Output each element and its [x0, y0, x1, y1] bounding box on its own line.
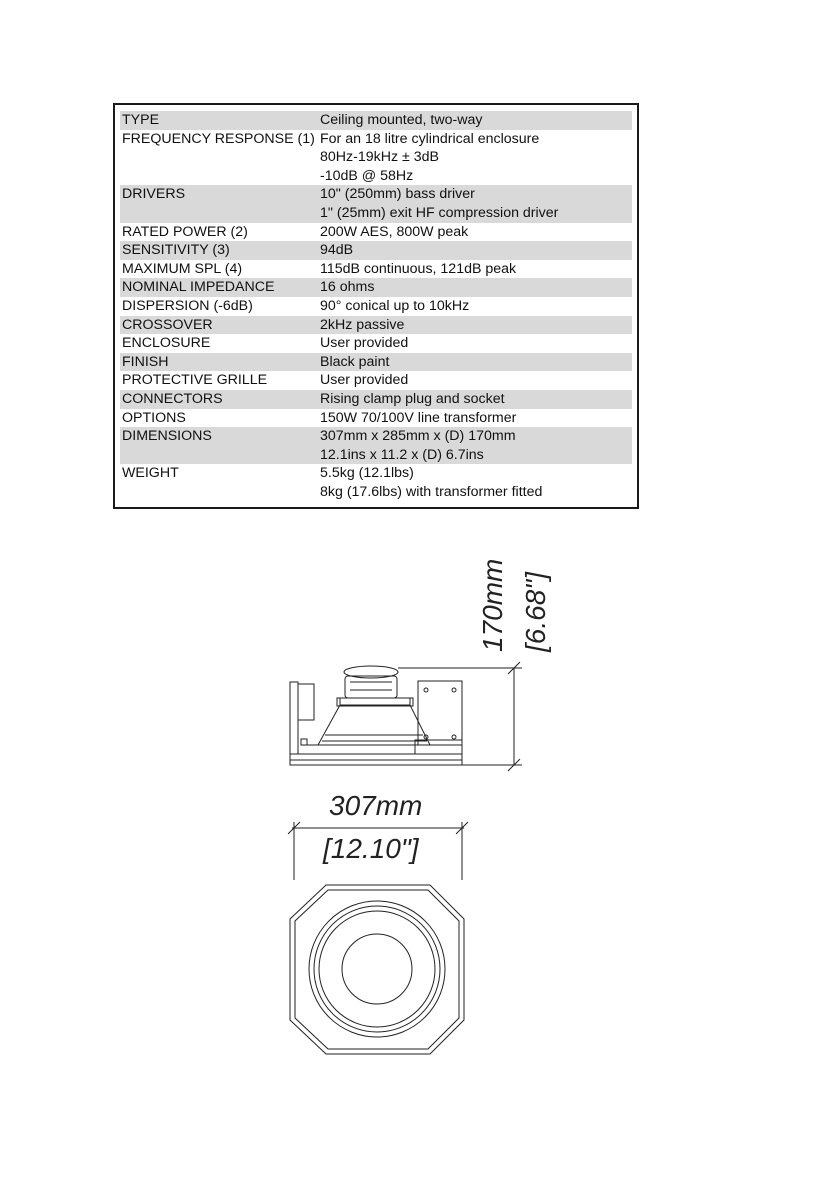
spec-value: 200W AES, 800W peak	[320, 223, 469, 240]
spec-label: MAXIMUM SPL (4)	[122, 260, 243, 277]
spec-value: 115dB continuous, 121dB peak	[320, 260, 517, 277]
spec-label: DIMENSIONS	[120, 427, 320, 446]
spec-label: WEIGHT	[122, 465, 179, 482]
clamp-bracket	[298, 684, 314, 720]
spec-label: SENSITIVITY (3)	[120, 241, 320, 260]
spec-value: For an 18 litre cylindrical enclosure	[320, 130, 540, 147]
spec-value: Black paint	[320, 353, 632, 372]
spec-value: 94dB	[320, 241, 632, 260]
spec-label: PROTECTIVE GRILLE	[122, 372, 268, 389]
spec-value: Ceiling mounted, two-way	[320, 111, 632, 130]
side-view	[290, 666, 462, 765]
hf-driver-circle	[342, 934, 412, 1004]
spec-value: 16 ohms	[320, 278, 632, 297]
spec-label: CROSSOVER	[120, 316, 320, 335]
spec-value: 80Hz-19kHz ± 3dB	[320, 149, 439, 166]
mounting-flange	[290, 682, 298, 754]
octagon-baffle	[290, 885, 464, 1054]
spec-label: NOMINAL IMPEDANCE	[120, 278, 320, 297]
spec-label: CONNECTORS	[120, 390, 320, 409]
spec-label: FINISH	[120, 353, 320, 372]
compression-driver	[345, 676, 397, 698]
spec-value: -10dB @ 58Hz	[320, 167, 414, 184]
width-in-label: [12.10"]	[323, 833, 419, 864]
spec-value: 150W 70/100V line transformer	[320, 409, 517, 426]
spec-label: TYPE	[120, 111, 320, 130]
spec-value: User provided	[320, 335, 409, 352]
spec-label: ENCLOSURE	[122, 335, 211, 352]
spec-value: User provided	[320, 372, 409, 389]
spec-label: DRIVERS	[120, 185, 320, 204]
spec-value: Rising clamp plug and socket	[320, 390, 632, 409]
spec-value: 307mm x 285mm x (D) 170mm	[320, 427, 632, 446]
depth-mm-label: 170mm	[477, 558, 508, 652]
spec-label: OPTIONS	[122, 409, 186, 426]
depth-in-label: [6.68"]	[520, 572, 551, 652]
depth-dimension	[398, 662, 522, 771]
spec-value: 2kHz passive	[320, 316, 632, 335]
width-mm-label: 307mm	[329, 790, 423, 821]
spec-value: 1" (25mm) exit HF compression driver	[320, 204, 632, 223]
spec-label: RATED POWER (2)	[122, 223, 248, 240]
spec-label: FREQUENCY RESPONSE (1)	[122, 130, 315, 147]
spec-value: 8kg (17.6lbs) with transformer fitted	[320, 483, 543, 500]
spec-label: DISPERSION (-6dB)	[122, 297, 253, 314]
top-view	[290, 885, 464, 1054]
spec-value: 10" (250mm) bass driver	[320, 185, 632, 204]
bass-cone-side	[318, 705, 430, 745]
spec-value: 90° conical up to 10kHz	[320, 297, 470, 314]
spec-value: 12.1ins x 11.2 x (D) 6.7ins	[320, 446, 632, 465]
spec-value: 5.5kg (12.1lbs)	[320, 465, 414, 482]
